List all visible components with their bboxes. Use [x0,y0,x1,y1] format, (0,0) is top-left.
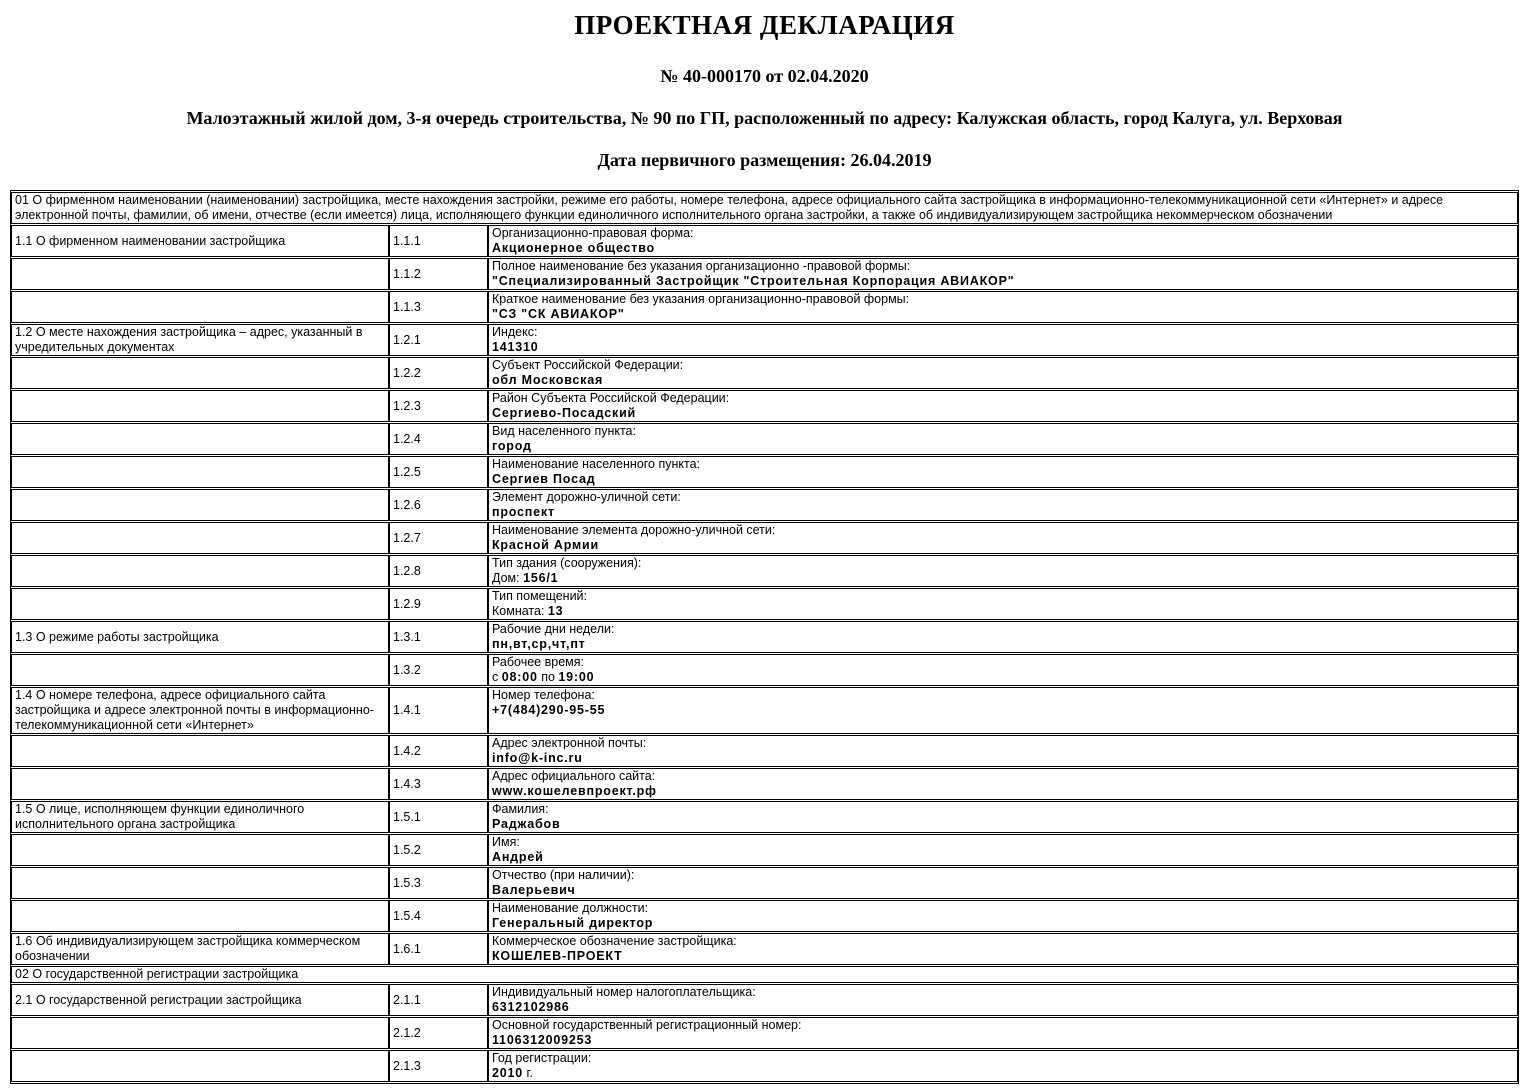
value-text: 156/1 [523,571,559,585]
row-number: 1.5.4 [389,900,488,932]
row-field [488,423,1518,455]
field-value [492,1066,1514,1081]
field-label: Имя: [492,835,520,849]
field-value [492,571,1514,586]
table-row [11,291,1518,323]
value-text: Валерьевич [492,883,576,897]
row-field [488,900,1518,932]
row-group-label [11,390,389,422]
row-number: 1.2.9 [389,588,488,620]
row-number: 1.2.2 [389,357,488,389]
row-group-label [11,423,389,455]
value-text: 2010 [492,1066,524,1080]
table-row [11,867,1518,899]
row-number: 1.5.3 [389,867,488,899]
table-row [11,324,1518,356]
row-number: 1.2.6 [389,489,488,521]
section-row [11,966,1518,983]
value-text: Красной Армии [492,538,600,552]
row-field [488,654,1518,686]
field-value [492,703,1514,718]
row-group-label [11,1050,389,1082]
value-text: Сергиево-Посадский [492,406,637,420]
value-text: проспект [492,505,555,519]
table-row [11,654,1518,686]
field-label: Полное наименование без указания организационно -правовой формы: [492,259,911,273]
table-row [11,489,1518,521]
value-text: Андрей [492,850,544,864]
row-group-label: 1.4 О номере телефона, адресе официального сайта застройщика и адресе электронной почты в информационно-телекоммуникационной сети «Интернет» [11,687,389,734]
field-value [492,883,1514,898]
value-prefix: Дом: [492,571,524,585]
declaration-table [10,190,1519,1084]
row-number: 1.2.8 [389,555,488,587]
value-text: "Специализированный Застройщик "Строительная Корпорация АВИАКОР" [492,274,1015,288]
field-value [492,340,1514,355]
table-row [11,801,1518,833]
row-group-label [11,900,389,932]
row-number: 1.5.2 [389,834,488,866]
value-text: +7(484)290-95-55 [492,703,606,717]
construction-object-line: Малоэтажный жилой дом, 3-я очередь строительства, № 90 по ГП, расположенный по адресу: Калужская область, город Калуга, ул. Верховая [186,108,1343,128]
declaration-number: № 40-000170 от 02.04.2020 [660,66,869,86]
field-label: Наименование элемента дорожно-уличной сети: [492,523,776,537]
row-field [488,735,1518,767]
row-group-label [11,1017,389,1049]
field-value [492,307,1514,322]
field-label: Тип здания (сооружения): [492,556,642,570]
field-value [492,241,1514,256]
section-row [11,192,1518,224]
placement-date-line: Дата первичного размещения: 26.04.2019 [597,150,932,170]
row-group-label [11,768,389,800]
row-field [488,867,1518,899]
field-value [492,472,1514,487]
table-row [11,834,1518,866]
row-field [488,1050,1518,1082]
field-value [492,817,1514,832]
value-text: КОШЕЛЕВ-ПРОЕКТ [492,949,623,963]
value-text: 1106312009253 [492,1033,593,1047]
row-number: 1.4.1 [389,687,488,734]
document-header [0,10,1529,170]
table-row [11,456,1518,488]
value-prefix: с [492,670,502,684]
field-value [492,850,1514,865]
field-label: Отчество (при наличии): [492,868,635,882]
field-value [492,538,1514,553]
row-field [488,456,1518,488]
row-field [488,291,1518,323]
row-field [488,1017,1518,1049]
row-group-label [11,291,389,323]
field-label: Год регистрации: [492,1051,592,1065]
value-text: Сергиев Посад [492,472,596,486]
declaration-table-body [11,192,1518,1082]
field-label: Тип помещений: [492,589,588,603]
value-text: info@k-inc.ru [492,751,583,765]
row-number: 1.6.1 [389,933,488,965]
row-group-label: 1.3 О режиме работы застройщика [11,621,389,653]
row-number: 1.3.2 [389,654,488,686]
field-value [492,373,1514,388]
row-number: 1.4.3 [389,768,488,800]
value-text: www.кошелевпроект.рф [492,784,657,798]
value-text: пн,вт,ср,чт,пт [492,637,586,651]
field-value [492,604,1514,619]
row-number: 1.5.1 [389,801,488,833]
table-row [11,588,1518,620]
table-row [11,1017,1518,1049]
row-group-label [11,555,389,587]
field-value [492,916,1514,931]
row-group-label [11,735,389,767]
field-label: Индивидуальный номер налогоплательщика: [492,985,756,999]
row-group-label [11,588,389,620]
field-label: Коммерческое обозначение застройщика: [492,934,737,948]
value-prefix: г. [523,1066,533,1080]
row-number: 2.1.2 [389,1017,488,1049]
row-group-label: 1.2 О месте нахождения застройщика – адрес, указанный в учредительных документах [11,324,389,356]
row-number: 1.2.4 [389,423,488,455]
field-label: Адрес электронной почты: [492,736,647,750]
field-value [492,670,1514,685]
row-group-label [11,834,389,866]
table-row [11,768,1518,800]
row-group-label [11,258,389,290]
row-group-label: 1.5 О лице, исполняющем функции единоличного исполнительного органа застройщика [11,801,389,833]
field-label: Краткое наименование без указания организационно-правовой формы: [492,292,910,306]
row-number: 2.1.3 [389,1050,488,1082]
section-header: 01 О фирменном наименовании (наименовании) застройщика, месте нахождения застройки, режиме его работы, номере телефона, адресе официального сайта застройщика в информационно-телекоммуникационной сети «Интернет» и адресе электронной почты, фамилии, об имени, отчестве (если имеется) лица, исполняющего функции единоличного исполнительного органа застройки, а также об индивидуализирующем застройщика некоммерческом обозначении [11,192,1518,224]
row-field [488,522,1518,554]
table-row [11,687,1518,734]
table-row [11,423,1518,455]
field-label: Район Субъекта Российской Федерации: [492,391,730,405]
field-label: Вид населенного пункта: [492,424,636,438]
row-field [488,933,1518,965]
value-text: обл Московская [492,373,604,387]
value-text: город [492,439,532,453]
row-field [488,834,1518,866]
value-text: 08:00 [501,670,538,684]
row-field [488,984,1518,1016]
row-number: 1.4.2 [389,735,488,767]
row-group-label [11,456,389,488]
field-label: Адрес официального сайта: [492,769,656,783]
field-label: Организационно-правовая форма: [492,226,694,240]
row-group-label: 1.1 О фирменном наименовании застройщика [11,225,389,257]
page-title: ПРОЕКТНАЯ ДЕКЛАРАЦИЯ [574,10,955,40]
table-row [11,621,1518,653]
value-text: 19:00 [558,670,595,684]
field-value [492,784,1514,799]
value-text: Генеральный директор [492,916,654,930]
row-field [488,357,1518,389]
table-row [11,933,1518,965]
table-row [11,984,1518,1016]
table-row [11,555,1518,587]
row-group-label [11,867,389,899]
value-prefix: по [537,670,559,684]
row-number: 1.3.1 [389,621,488,653]
row-number: 2.1.1 [389,984,488,1016]
field-label: Субъект Российской Федерации: [492,358,684,372]
field-value [492,406,1514,421]
field-value [492,949,1514,964]
value-text: "СЗ "СК АВИАКОР" [492,307,625,321]
table-row [11,258,1518,290]
field-value [492,274,1514,289]
field-value [492,637,1514,652]
field-label: Номер телефона: [492,688,595,702]
table-row [11,900,1518,932]
project-declaration-page [0,10,1529,1090]
field-label: Фамилия: [492,802,549,816]
row-number: 1.2.3 [389,390,488,422]
value-text: 13 [547,604,564,618]
field-value [492,1000,1514,1015]
field-label: Основной государственный регистрационный номер: [492,1018,802,1032]
row-field [488,489,1518,521]
row-number: 1.1.1 [389,225,488,257]
table-row [11,522,1518,554]
row-number: 1.2.7 [389,522,488,554]
value-text: Раджабов [492,817,561,831]
field-value [492,505,1514,520]
row-field [488,555,1518,587]
table-row [11,735,1518,767]
row-group-label [11,357,389,389]
field-label: Элемент дорожно-уличной сети: [492,490,681,504]
field-label: Наименование населенного пункта: [492,457,701,471]
value-text: 141310 [492,340,539,354]
row-field [488,768,1518,800]
row-field [488,621,1518,653]
field-value [492,439,1514,454]
row-number: 1.1.3 [389,291,488,323]
row-group-label: 2.1 О государственной регистрации застройщика [11,984,389,1016]
field-value [492,1033,1514,1048]
row-field [488,258,1518,290]
row-field [488,324,1518,356]
row-field [488,390,1518,422]
table-row [11,1050,1518,1082]
field-label: Рабочие дни недели: [492,622,615,636]
row-group-label [11,522,389,554]
row-group-label [11,654,389,686]
value-prefix: Комната: [492,604,548,618]
value-text: 6312102986 [492,1000,570,1014]
row-group-label [11,489,389,521]
row-field [488,588,1518,620]
field-label: Индекс: [492,325,538,339]
section-header: 02 О государственной регистрации застройщика [11,966,1518,983]
table-row [11,225,1518,257]
value-text: Акционерное общество [492,241,655,255]
table-row [11,390,1518,422]
row-field [488,801,1518,833]
row-number: 1.2.1 [389,324,488,356]
row-group-label: 1.6 Об индивидуализирующем застройщика коммерческом обозначении [11,933,389,965]
row-number: 1.1.2 [389,258,488,290]
field-label: Рабочее время: [492,655,584,669]
table-row [11,357,1518,389]
row-field [488,687,1518,734]
row-field [488,225,1518,257]
field-value [492,751,1514,766]
field-label: Наименование должности: [492,901,649,915]
row-number: 1.2.5 [389,456,488,488]
